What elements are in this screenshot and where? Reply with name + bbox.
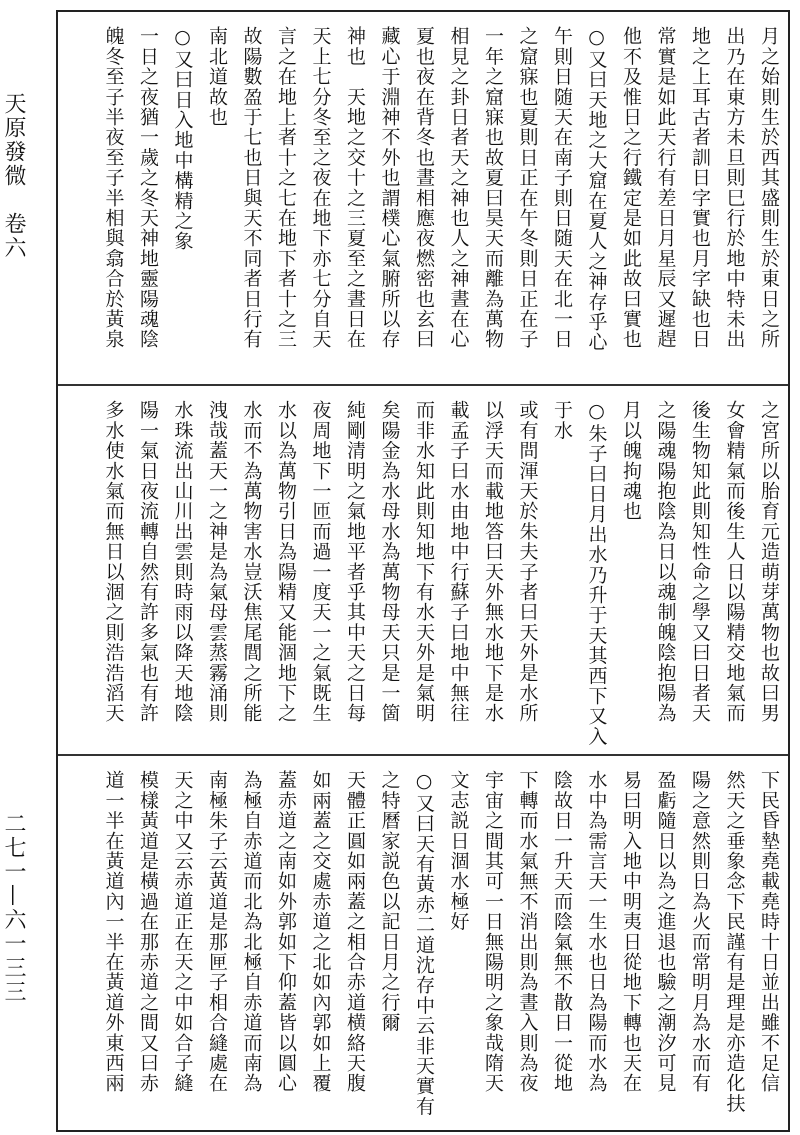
text-column: 而非水知此則知地下有水天外是氣明 (413, 400, 435, 724)
text-column: 矣陽金為水母水為萬物母天只是一箇 (378, 400, 401, 724)
text-column: 純剛清明之氣地平者乎其中天之日每 (344, 400, 366, 724)
text-band-middle (58, 384, 788, 754)
page-frame (56, 10, 790, 1132)
text-column: ○又曰天有黃赤二道沈存中云非天實有 (413, 770, 435, 1117)
text-column: 南北道故也 (206, 26, 228, 127)
text-column: 故陽數盈于七也日與天不同者日行有 (240, 26, 263, 350)
text-column: 夜周地下一匝而過一度天一之氣既生 (309, 400, 332, 724)
text-column: 水中為需言天一生水也日為陽而水為 (585, 770, 608, 1094)
text-column: 天上七分冬至之夜在地下亦七分自天 (309, 26, 332, 350)
text-column: 出乃在東方未旦則巳行於地中特未出 (723, 26, 746, 350)
text-column: 月之始則生於西其盛則生於東日之所 (758, 26, 780, 350)
text-column: 後生物知此則知性命之學又曰日者天 (689, 400, 711, 724)
text-column: 道一半在黃道內一半在黃道外東西兩 (102, 770, 125, 1094)
text-column: 水而不為萬物害水豈沃焦尾閭之所能 (240, 400, 263, 724)
text-column: 之特曆家説色以記日月之行爾 (378, 770, 401, 1033)
text-column: 易曰明入地中明夷日從地下轉也天在 (620, 770, 642, 1094)
text-column: 以浮天而載地答曰天外無水地下是水 (482, 400, 504, 724)
text-column: 常實是如此天行有差日月星辰又遲趕 (654, 26, 677, 350)
text-column: 之陽魂陽抱陰為日以魂制魄陰抱陽為 (654, 400, 677, 724)
text-column: 天體正圓如兩蓋之相合赤道横絡天腹 (344, 770, 366, 1094)
text-column: 蓋赤道之南如外郭如下仰蓋皆以圓心 (275, 770, 297, 1094)
text-column: 下民昏墊堯載堯時十日並出雖不足信 (758, 770, 780, 1094)
text-band-top (58, 12, 788, 384)
text-column: 于水 (551, 400, 573, 441)
text-column: 下轉而水氣無不消出則為晝入則為夜 (516, 770, 539, 1094)
text-column: 多水使水氣而無日以涸之則浩浩滔天 (102, 400, 125, 724)
text-column: 之窟寐也夏則日正在午冬則日正在子 (516, 26, 539, 350)
text-column: 月以魄拘魂也 (620, 400, 642, 522)
text-column: 然天之垂象念下民謹有是理是亦造化扶 (723, 770, 746, 1114)
text-column: 水珠流出山川出雲則時雨以降天地陰 (171, 400, 194, 724)
text-column: ○又曰日入地中構精之象 (171, 26, 194, 252)
text-column: 午則日随天在南子則日随天在北一日 (551, 26, 573, 350)
text-column: ○朱子曰日月出水乃升于天其西下又入 (585, 400, 608, 747)
text-column: 夏也夜在背冬也晝相應夜燃密也玄曰 (413, 26, 435, 350)
text-column: 言之在地上者十之七在地下者十之三 (275, 26, 297, 350)
text-column: 洩哉蓋天一之神是為氣母雲蒸霧涌則 (206, 400, 228, 724)
page-number: 二七一—六一三三 (1, 812, 26, 1004)
book-title: 天原發微 卷六 (1, 92, 26, 260)
text-column: 為極自赤道而北為北極自赤道而南為 (240, 770, 263, 1094)
text-column: 文志説日涸水極好 (447, 770, 470, 932)
text-band-bottom (58, 754, 788, 1130)
text-column: 地之上耳古者訓日字實也月字缺也日 (689, 26, 711, 350)
text-column: 陽之意然則日為火而常明月為水而有 (689, 770, 711, 1094)
text-column: 之宮所以胎育元造萌芽萬物也故曰男 (758, 400, 780, 724)
text-column: 南極朱子云黃道是那匣子相合縫處在 (206, 770, 228, 1094)
text-column: 一年之窟寐也故夏曰昊天而離為萬物 (482, 26, 504, 350)
text-column: 如兩蓋之交處赤道之北如內郭如上覆 (309, 770, 332, 1094)
text-column: 或有問渾天於朱夫子者曰天外是水所 (516, 400, 539, 724)
text-column: 載孟子曰水由地中行蘇子曰地中無往 (447, 400, 470, 724)
text-column: 盈虧隨日以為之進退也驗之潮汐可見 (654, 770, 677, 1094)
text-column: 陽一氣日夜流轉自然有許多氣也有許 (137, 400, 159, 724)
text-column: 一日之夜猶一歲之冬天神地靈陽魂陰 (137, 26, 159, 350)
text-column: 相見之卦日者天之神也人之神晝在心 (447, 26, 470, 350)
text-column: 神也 天地之交十之三夏至之晝日在 (344, 26, 366, 350)
text-column: 模樣黃道是橫過在那赤道之間又曰赤 (137, 770, 159, 1094)
text-column: 天之中又云赤道正在天之中如合子縫 (171, 770, 194, 1094)
text-column: 宇宙之間其可一日無陽明之象哉隋天 (482, 770, 504, 1094)
text-column: 藏心于淵神不外也謂樸心氣腑所以存 (378, 26, 401, 350)
text-column: 女會精氣而後生人日以陽精交地氣而 (723, 400, 746, 724)
text-column: ○又曰天地之大窟在夏人之神存乎心 (585, 26, 608, 353)
text-column: 魄冬至子半夜至子半相與翕合於黃泉 (102, 26, 125, 350)
text-column: 水以為萬物引日為陽精又能涸地下之 (275, 400, 297, 724)
text-column: 他不及惟日之行鐵定是如此故曰實也 (620, 26, 642, 350)
text-column: 陰故日一升天而陰氣無不散日一從地 (551, 770, 573, 1094)
